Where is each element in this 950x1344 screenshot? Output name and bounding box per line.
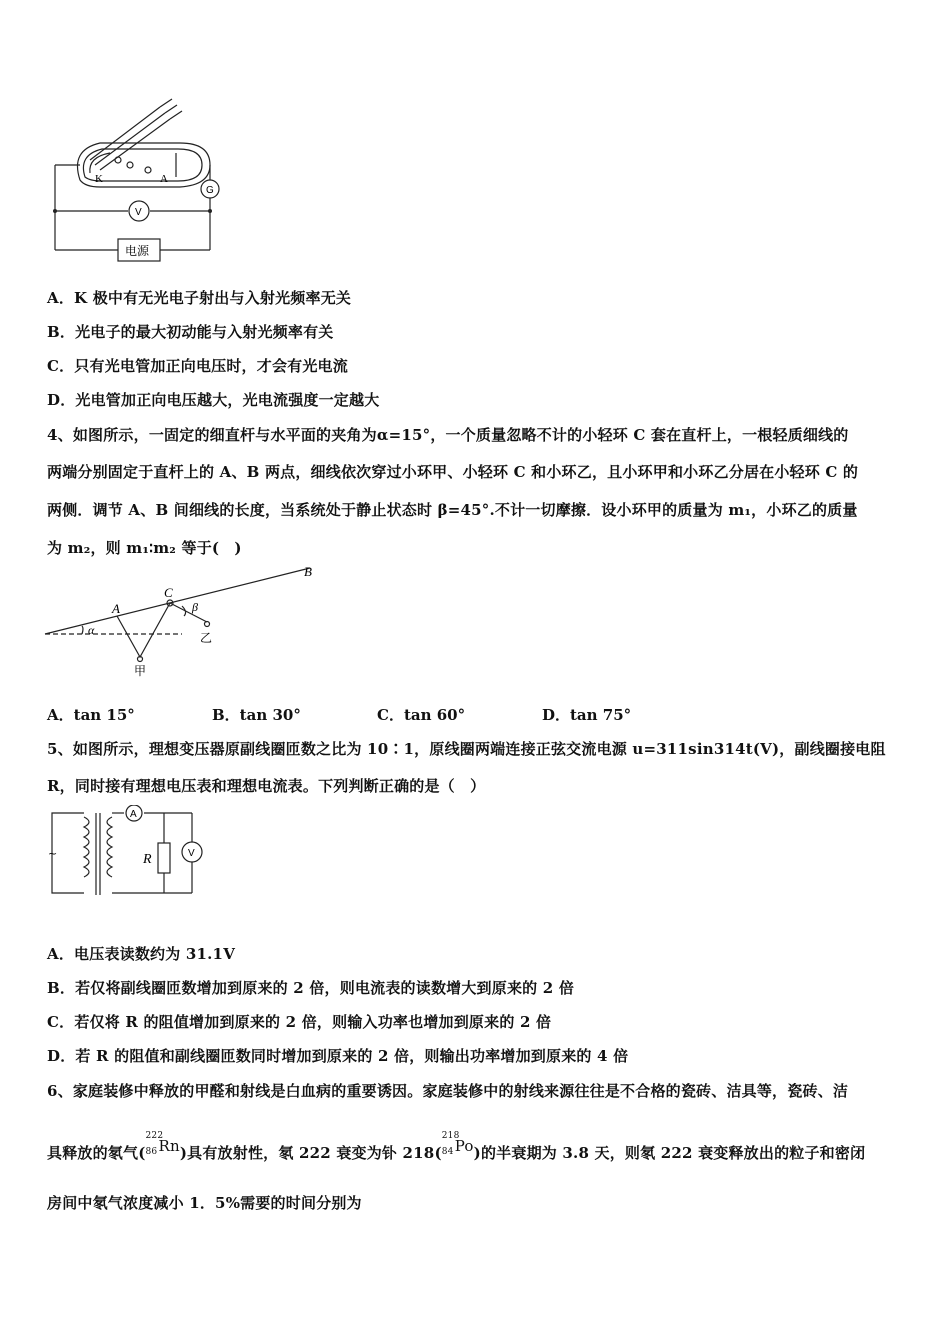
incline-rod-figure bbox=[42, 560, 322, 680]
q4-option-d: D．tan 75° bbox=[542, 706, 632, 724]
voltmeter-label: V bbox=[135, 207, 142, 218]
power-source-label: 电源 bbox=[125, 244, 150, 258]
radon-mass-number: 222 bbox=[145, 1131, 164, 1141]
ac-source-symbol: ~ bbox=[48, 847, 58, 860]
polonium-atomic-number: 84 bbox=[441, 1147, 454, 1157]
polonium-isotope bbox=[441, 1131, 474, 1163]
transformer-circuit-figure bbox=[44, 805, 214, 905]
radon-isotope bbox=[145, 1131, 180, 1163]
radon-atomic-number: 86 bbox=[145, 1147, 158, 1157]
q3-option-c: C．只有光电管加正向电压时，才会有光电流 bbox=[47, 357, 348, 375]
q5-option-a: A．电压表读数约为 31.1V bbox=[47, 945, 236, 963]
q4-stem-line4: 为 m₂，则 m₁∶m₂ 等于( ) bbox=[47, 539, 242, 557]
tube-k-label: K bbox=[95, 173, 103, 185]
q4-stem-line2: 两端分别固定于直杆上的 A、B 两点，细线依次穿过小环甲、小轻环 C 和小环乙，且小环甲和小环乙分居在小轻环 C 的 bbox=[47, 463, 859, 481]
galvanometer-label: G bbox=[206, 185, 214, 196]
q6-line2-part-b: )具有放射性，氡 222 衰变为钋 218( bbox=[179, 1144, 442, 1162]
q6-stem-line2 bbox=[47, 1131, 866, 1163]
label-jia: 甲 bbox=[134, 664, 147, 678]
label-c: C bbox=[164, 585, 173, 600]
q4-option-c: C．tan 60° bbox=[377, 706, 466, 724]
q5-option-b: B．若仅将副线圈匝数增加到原来的 2 倍，则电流表的读数增大到原来的 2 倍 bbox=[47, 979, 575, 997]
q5-option-c: C．若仅将 R 的阻值增加到原来的 2 倍，则输入功率也增加到原来的 2 倍 bbox=[47, 1013, 552, 1031]
q6-stem-line3: 房间中氡气浓度减小 1．5%需要的时间分别为 bbox=[47, 1194, 362, 1212]
q5-option-d: D．若 R 的阻值和副线圈匝数同时增加到原来的 2 倍，则输出功率增加到原来的 4 倍 bbox=[47, 1047, 629, 1065]
q3-option-d: D．光电管加正向电压越大，光电流强度一定越大 bbox=[47, 391, 380, 409]
q6-stem-line1: 6、家庭装修中释放的甲醛和射线是白血病的重要诱因。家庭装修中的射线来源往往是不合格的瓷砖、洁具等，瓷砖、洁 bbox=[47, 1082, 849, 1100]
q3-option-a: A．K 极中有无光电子射出与入射光频率无关 bbox=[47, 289, 352, 307]
label-alpha: α bbox=[88, 623, 95, 637]
label-b: B bbox=[304, 564, 312, 579]
q4-stem-line3: 两侧．调节 A、B 间细线的长度，当系统处于静止状态时 β=45°.不计一切摩擦．设小环甲的质量为 m₁，小环乙的质量 bbox=[47, 501, 858, 519]
label-a: A bbox=[112, 601, 120, 616]
q4-option-a: A．tan 15° bbox=[47, 706, 135, 724]
q6-line2-part-a: 具释放的氡气( bbox=[47, 1144, 146, 1162]
q3-option-b: B．光电子的最大初动能与入射光频率有关 bbox=[47, 323, 334, 341]
photoelectric-circuit-figure bbox=[40, 95, 240, 265]
tube-a-label: A bbox=[160, 173, 168, 185]
label-beta: β bbox=[192, 600, 198, 614]
q6-line2-part-c: )的半衰期为 3.8 天，则氡 222 衰变释放出的粒子和密闭 bbox=[473, 1144, 866, 1162]
label-yi: 乙 bbox=[200, 631, 213, 645]
radon-symbol: Rn bbox=[158, 1137, 180, 1155]
voltmeter-label-2: V bbox=[188, 848, 195, 859]
q4-option-b: B．tan 30° bbox=[212, 706, 301, 724]
resistor-label: R bbox=[143, 852, 152, 867]
polonium-mass-number: 218 bbox=[441, 1131, 460, 1141]
ammeter-label: A bbox=[130, 809, 137, 820]
q4-stem-line1: 4、如图所示，一固定的细直杆与水平面的夹角为α=15°，一个质量忽略不计的小轻环 C 套在直杆上，一根轻质细线的 bbox=[47, 426, 849, 444]
polonium-symbol: Po bbox=[454, 1137, 474, 1155]
q5-stem-line1: 5、如图所示，理想变压器原副线圈匝数之比为 10∶1，原线圈两端连接正弦交流电源 u=311sin314t(V)，副线圈接电阻 bbox=[47, 740, 886, 758]
q5-stem-line2: R，同时接有理想电压表和理想电流表。下列判断正确的是（ ） bbox=[47, 777, 486, 795]
